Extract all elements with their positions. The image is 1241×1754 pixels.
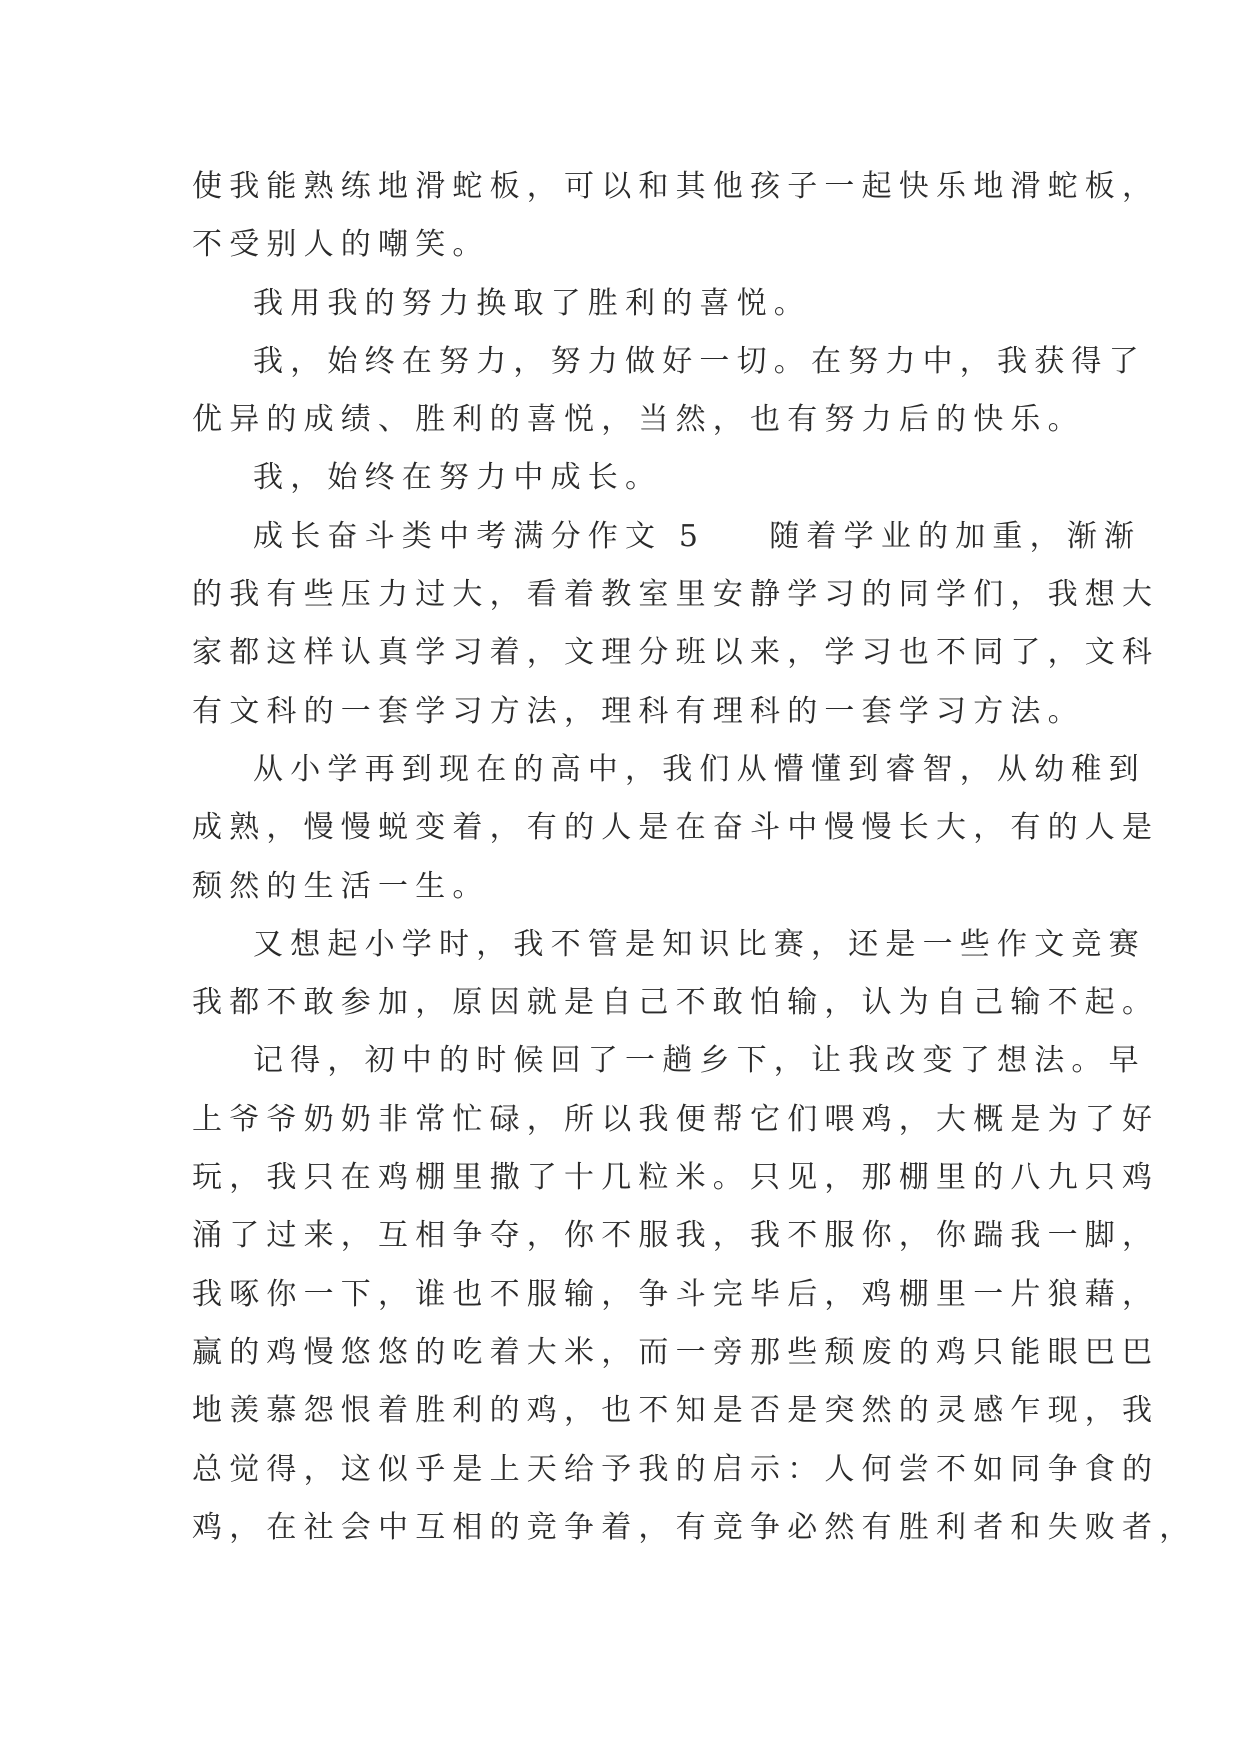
text-line: 的我有些压力过大，看着教室里安静学习的同学们，我想大: [192, 577, 1160, 613]
text-line: 玩，我只在鸡棚里撒了十几粒米。只见，那棚里的八九只鸡: [192, 1160, 1160, 1196]
text-line: 家都这样认真学习着，文理分班以来，学习也不同了，文科: [192, 635, 1160, 671]
text-line: 我都不敢参加，原因就是自己不敢怕输，认为自己输不起。: [192, 985, 1160, 1021]
text-line: 赢的鸡慢悠悠的吃着大米，而一旁那些颓废的鸡只能眼巴巴: [192, 1334, 1160, 1370]
text-line: 地羡慕怨恨着胜利的鸡，也不知是否是突然的灵感乍现，我: [192, 1393, 1160, 1429]
text-line: 成熟，慢慢蜕变着，有的人是在奋斗中慢慢长大，有的人是: [192, 810, 1160, 846]
essay-heading: 成长奋斗类中考满分作文 5: [253, 518, 706, 554]
text-line: 有文科的一套学习方法，理科有理科的一套学习方法。: [192, 693, 1085, 729]
text-line: 不受别人的嘲笑。: [192, 227, 490, 263]
paragraph-line: 我用我的努力换取了胜利的喜悦。: [253, 285, 811, 321]
essay-heading-line: [192, 508, 1142, 566]
paragraph-line: 我，始终在努力中成长。: [253, 460, 663, 496]
text-line: 使我能熟练地滑蛇板，可以和其他孩子一起快乐地滑蛇板，: [192, 169, 1160, 204]
paragraph-line: 又想起小学时，我不管是知识比赛，还是一些作文竞赛: [253, 926, 1146, 962]
paragraph-line: 我，始终在努力，努力做好一切。在努力中，我获得了: [253, 343, 1146, 379]
essay-text: [192, 158, 1197, 1557]
paragraph-line: 记得，初中的时候回了一趟乡下，让我改变了想法。早: [253, 1043, 1146, 1079]
text-line: 优异的成绩、胜利的喜悦，当然，也有努力后的快乐。: [192, 402, 1085, 438]
text-line: 上爷爷奶奶非常忙碌，所以我便帮它们喂鸡，大概是为了好: [192, 1101, 1160, 1137]
paragraph-line: 从小学再到现在的高中，我们从懵懂到睿智，从幼稚到: [253, 751, 1146, 787]
text-line: 颓然的生活一生。: [192, 868, 490, 904]
essay-opening: 随着学业的加重，渐渐: [769, 518, 1142, 554]
text-line: 涌了过来，互相争夺，你不服我，我不服你，你踹我一脚，: [192, 1218, 1160, 1254]
text-line: 我啄你一下，谁也不服输，争斗完毕后，鸡棚里一片狼藉，: [192, 1276, 1160, 1312]
text-line: 鸡，在社会中互相的竞争着，有竞争必然有胜利者和失败者，: [192, 1509, 1197, 1545]
text-line: 总觉得，这似乎是上天给予我的启示：人何尝不如同争食的: [192, 1451, 1160, 1487]
